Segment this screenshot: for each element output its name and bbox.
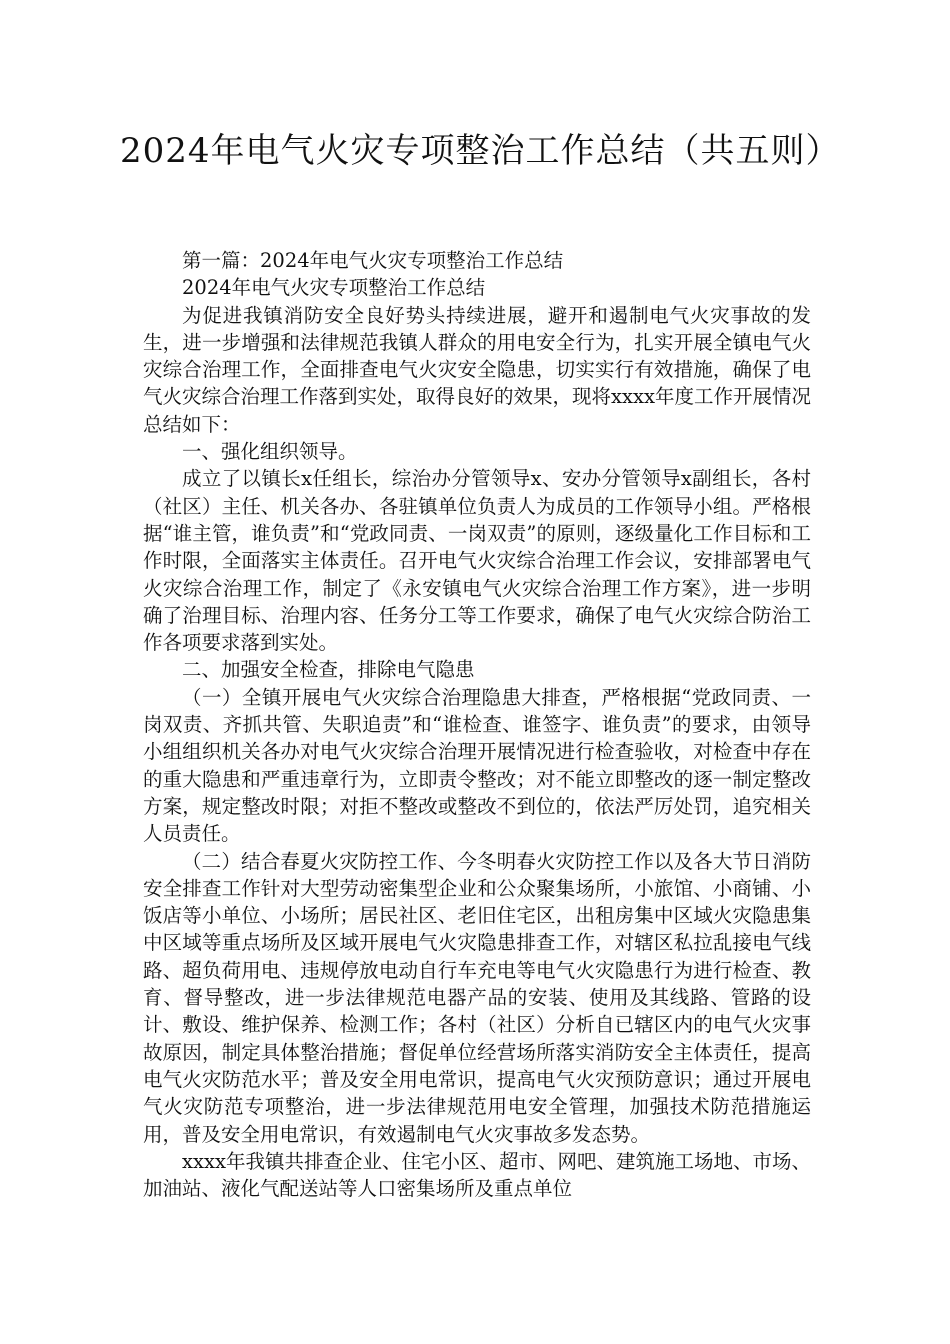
subtitle: 2024年电气火灾专项整治工作总结 — [182, 276, 486, 300]
paragraph-leadership: 成立了以镇长x任组长，综治办分管领导x、安办分管领导x副组长，各村（社区）主任、机关各办、各驻镇单位负责人为成员的工作领导小组。严格根据“谁主管，谁负责”和“党政同责、一岗双责”的原则，逐级量化工作目标和工作时限，全面落实主体责任。召开电气火灾综合治理工作会议，安排部署电气火灾综合治理工作，制定了《永安镇电气火灾综合治理工作方案》，进一步明确了治理目标、治理内容、任务分工等工作要求，确保了电气火灾综合防治工作各项要求落到实处。 — [143, 467, 811, 655]
paragraph-inspection-2: （二）结合春夏火灾防控工作、今冬明春火灾防控工作以及各大节日消防安全排查工作针对大型劳动密集型企业和公众聚集场所，小旅馆、小商铺、小饭店等小单位、小场所；居民社区、老旧住宅区，出租房集中区域火灾隐患集中区域等重点场所及区域开展电气火灾隐患排查工作，对辖区私拉乱接电气线路、超负荷用电、违规停放电动自行车充电等电气火灾隐患行为进行检查、教育、督导整改，进一步法律规范电器产品的安装、使用及其线路、管路的设计、敷设、维护保养、检测工作；各村（社区）分析自已辖区内的电气火灾事故原因，制定具体整治措施；督促单位经营场所落实消防安全主体责任，提高电气火灾防范水平；普及安全用电常识，提高电气火灾预防意识；通过开展电气火灾防范专项整治，进一步法律规范用电安全管理，加强技术防范措施运用，普及安全用电常识，有效遏制电气火灾事故多发态势。 — [143, 849, 811, 1146]
section-heading: 第一篇：2024年电气火灾专项整治工作总结 — [182, 249, 564, 272]
document-title: 2024年电气火灾专项整治工作总结（共五则） — [120, 131, 841, 171]
heading-strengthen-leadership: 一、强化组织领导。 — [182, 440, 358, 464]
document-body — [143, 247, 811, 1202]
paragraph-statistics: xxxx年我镇共排查企业、住宅小区、超市、网吧、建筑施工场地、市场、加油站、液化气配送站等人口密集场所及重点单位 — [143, 1149, 811, 1201]
paragraph-inspection-1: （一）全镇开展电气火灾综合治理隐患大排查，严格根据“党政同责、一岗双责、齐抓共管、失职追责”和“谁检查、谁签字、谁负责”的要求，由领导小组组织机关各办对电气火灾综合治理开展情况进行检查验收，对检查中存在的重大隐患和严重违章行为，立即责令整改；对不能立即整改的逐一制定整改方案，规定整改时限；对拒不整改或整改不到位的，依法严厉处罚，追究相关人员责任。 — [143, 685, 811, 846]
heading-safety-inspection: 二、加强安全检查，排除电气隐患 — [182, 658, 475, 682]
intro-paragraph: 为促进我镇消防安全良好势头持续进展，避开和遏制电气火灾事故的发生，进一步增强和法律规范我镇人群众的用电安全行为，扎实开展全镇电气火灾综合治理工作，全面排查电气火灾安全隐患，切实实行有效措施，确保了电气火灾综合治理工作落到实处，取得良好的效果，现将xxxx年度工作开展情况总结如下： — [143, 303, 811, 436]
